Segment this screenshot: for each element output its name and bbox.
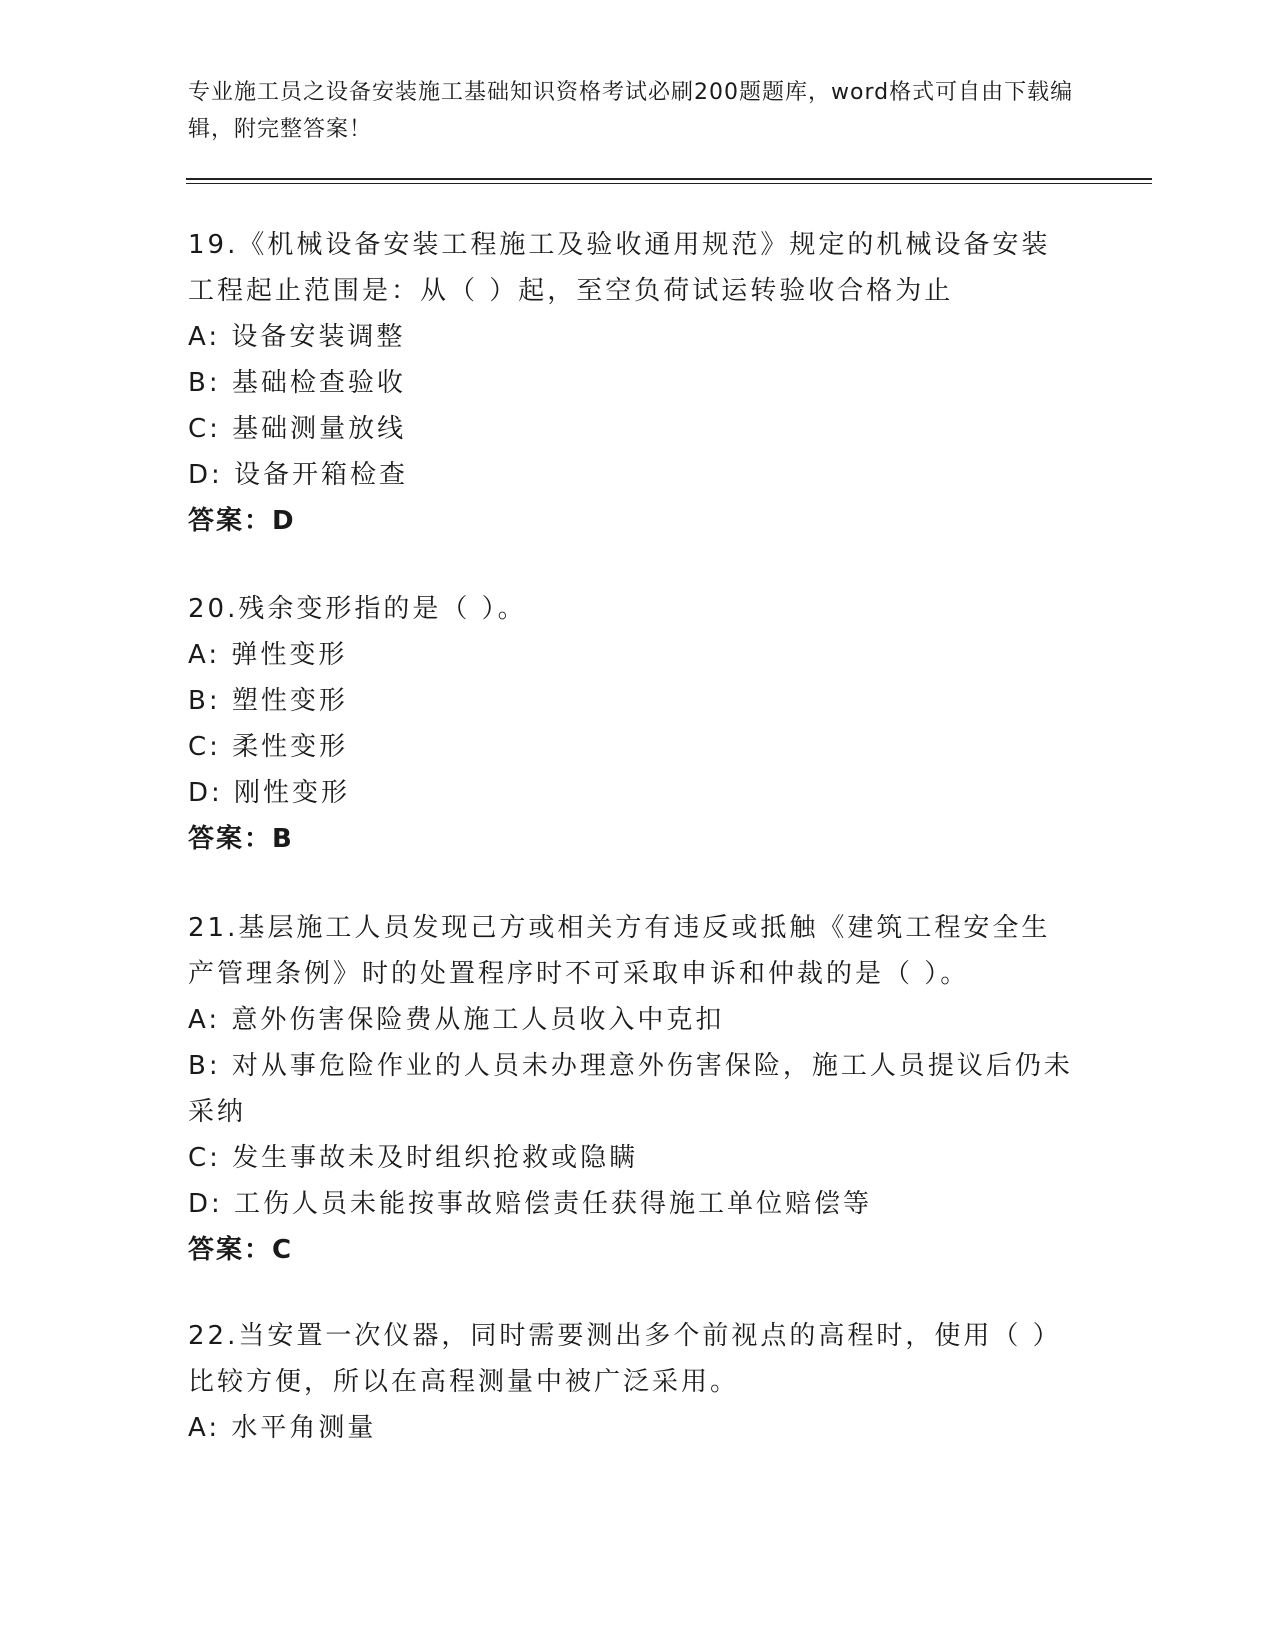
question-stem: 22.当安置一次仪器，同时需要测出多个前视点的高程时，使用（ ）比较方便，所以在高程测量中被广泛采用。 [188,1321,1062,1397]
option-a: A: 设备安装调整 [188,322,406,352]
option-b: B: 基础检查验收 [188,368,406,398]
option-d: D: 设备开箱检查 [188,460,409,490]
option-b: B: 对从事危险作业的人员未办理意外伤害保险，施工人员提议后仍未采纳 [188,1051,1073,1127]
question-stem: 19.《机械设备安装工程施工及验收通用规范》规定的机械设备安装工程起止范围是：从（ ）起，至空负荷试运转验收合格为止 [188,230,1051,306]
option-d: D: 刚性变形 [188,778,351,808]
document-header: 专业施工员之设备安装施工基础知识资格考试必刷200题题库，word格式可自由下载编辑，附完整答案！ [188,80,1074,142]
question-20 [188,586,1088,862]
option-c: C: 柔性变形 [188,732,349,762]
option-a: A: 意外伤害保险费从施工人员收入中克扣 [188,1005,725,1035]
question-21 [188,905,1088,1273]
question-19 [188,222,1088,544]
question-22 [188,1313,1088,1451]
header-divider-thin [186,183,1152,184]
option-d: D: 工伤人员未能按事故赔偿责任获得施工单位赔偿等 [188,1189,873,1219]
option-a: A: 水平角测量 [188,1413,377,1443]
option-b: B: 塑性变形 [188,686,348,716]
question-stem: 21.基层施工人员发现己方或相关方有违反或抵触《建筑工程安全生产管理条例》时的处置程序时不可采取申诉和仲裁的是（ ）。 [188,913,1051,989]
question-stem: 20.残余变形指的是（ ）。 [188,594,527,624]
option-c: C: 发生事故未及时组织抢救或隐瞒 [188,1143,639,1173]
option-a: A: 弹性变形 [188,640,348,670]
answer: 答案：B [188,824,294,854]
header-divider [186,178,1152,180]
answer: 答案：D [188,506,296,536]
answer: 答案：C [188,1235,294,1265]
option-c: C: 基础测量放线 [188,414,407,444]
